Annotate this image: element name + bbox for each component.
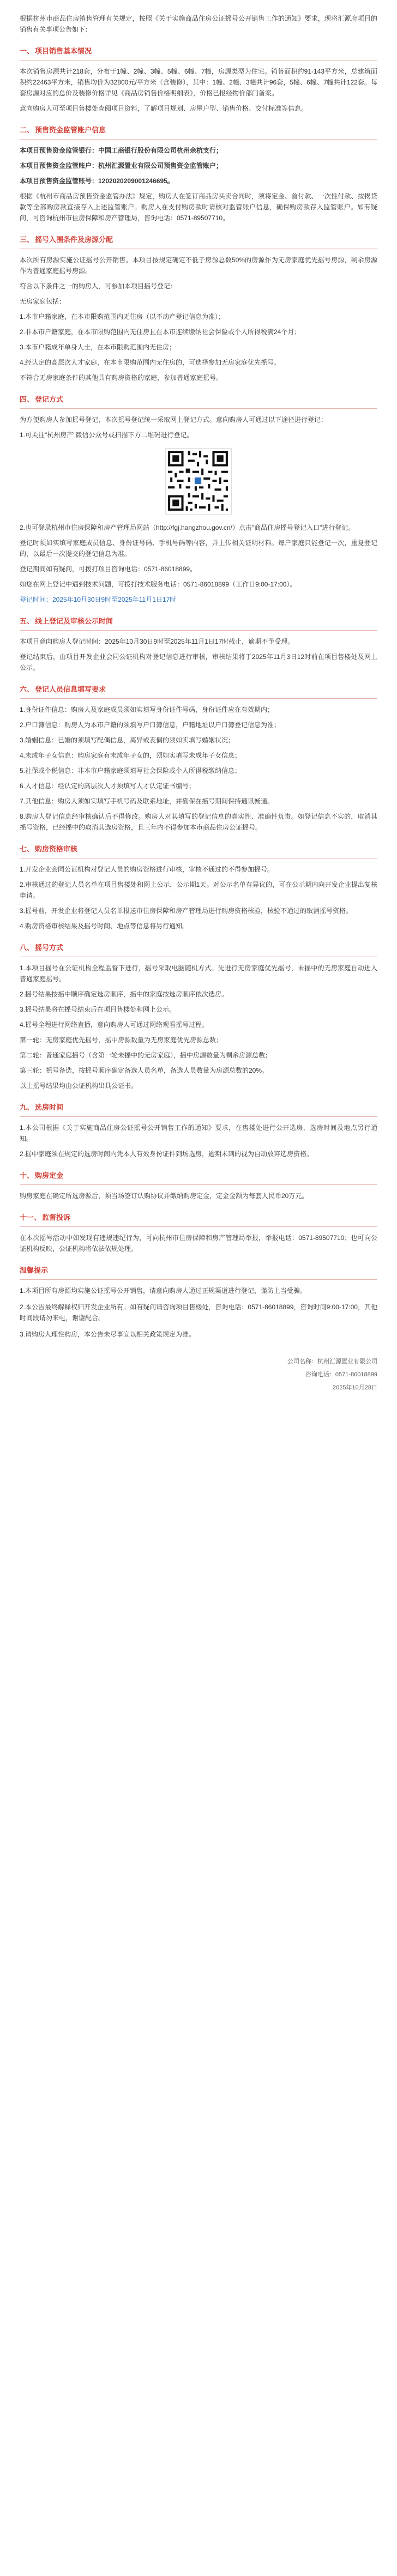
section-heading xyxy=(20,844,377,858)
paragraph: 本次销售房源共计218套，分布于1幢、2幢、3幢、5幢、6幢、7幢，房源类型为住宅。销售面积约91-143平方米，总建筑面积约22463平方米，销售均价为32800元/平方米（含装修），其中：1幢、2幢、3幢共计96套，5幢、6幢、7幢共计122套。每套房源对应的总价及装修价格详见《商品房销售价格明细表》，价格已报经物价部门备案。 xyxy=(20,68,377,97)
list-item: 3.摇号结果将在摇号结束后在项目售楼处和网上公示。 xyxy=(20,1006,176,1013)
paragraph: 以上摇号结果均由公证机构出具公证书。 xyxy=(20,1082,138,1090)
escrow-account-name: 本项目预售资金监管账户：杭州汇源置业有限公司预售资金监管账户； xyxy=(20,162,223,170)
list-item: 1.本项目所有房源均实施公证摇号公开销售，请意向购房人通过正规渠道进行登记，谨防上当受骗。 xyxy=(20,1287,307,1295)
section-info-requirements xyxy=(20,684,377,833)
list-item: 3.婚姻信息：已婚的须填写配偶信息，离异或丧偶的须如实填写婚姻状况； xyxy=(20,736,235,744)
list-item: 2.审核通过的登记人员名单在项目售楼处和网上公示，公示期1天。对公示名单有异议的，可在公示期内向开发企业提出复核申请。 xyxy=(20,881,377,899)
section-title: 预售资金监管账户信息 xyxy=(35,126,106,134)
section-number: 四、 xyxy=(20,395,34,403)
list-item: 6.人才信息：经认定的高层次人才须填写人才认定证书编号； xyxy=(20,782,196,790)
section-title: 线上登记及审核公示时间 xyxy=(35,617,113,625)
section-heading xyxy=(20,234,377,249)
section-registration-method xyxy=(20,394,377,605)
paragraph: 符合以下条件之一的购房人，可参加本项目摇号登记： xyxy=(20,282,177,290)
section-number: 八、 xyxy=(20,944,34,952)
section-title: 登记方式 xyxy=(35,395,64,403)
footer-phone: 咨询电话：0571-86018899 xyxy=(305,1371,377,1378)
section-heading xyxy=(20,125,377,140)
footer-company: 公司名称：杭州汇源置业有限公司 xyxy=(287,1358,377,1365)
section-notice xyxy=(20,1265,377,1340)
qr-code-block xyxy=(20,448,377,515)
section-heading xyxy=(20,1170,377,1185)
section-title: 摇号方式 xyxy=(35,944,64,952)
list-item: 4.经认定的高层次人才家庭，在本市限购范围内无住房的，可选择参加无房家庭优先摇号。 xyxy=(20,359,281,366)
section-escrow-account xyxy=(20,125,377,223)
section-lottery-conditions xyxy=(20,234,377,383)
section-number: 十、 xyxy=(20,1171,34,1180)
section-heading xyxy=(20,46,377,61)
section-selection-time xyxy=(20,1102,377,1159)
escrow-account-number: 本项目预售资金监管账号：1202020209001246695。 xyxy=(20,177,174,185)
section-title: 选房时间 xyxy=(35,1103,64,1111)
section-number: 一、 xyxy=(20,47,34,55)
list-item: 2.摇号结果按摇中顺序确定选房顺序，摇中的家庭按选房顺序依次选房。 xyxy=(20,990,228,998)
section-number: 三、 xyxy=(20,235,34,244)
section-title: 购房资格审核 xyxy=(35,845,78,853)
section-project-info xyxy=(20,46,377,114)
list-item: 2.户口簿信息：购房人为本市户籍的须填写户口簿信息，户籍地址以户口簿登记信息为准； xyxy=(20,721,281,729)
paragraph: 根据《杭州市商品房预售资金监管办法》规定，购房人在签订商品房买卖合同时，须将定金、首付款、一次性付款、按揭贷款等全部购房款直接存入上述监管账户。购房人在支付购房款时请核对监管账户信息，确保购房款存入监管账户。如有疑问，可咨询杭州市住房保障和房产管理局，咨询电话：0571-89507710。 xyxy=(20,192,377,222)
section-title: 监督投诉 xyxy=(42,1213,71,1222)
footer xyxy=(20,1356,377,1393)
footer-date: 2025年10月28日 xyxy=(333,1384,377,1391)
section-number: 九、 xyxy=(20,1103,34,1111)
notice-heading: 温馨提示 xyxy=(20,1265,377,1280)
section-supervision xyxy=(20,1212,377,1254)
list-item: 1.本公司根据《关于实施商品住房公证摇号公开销售工作的通知》要求，在售楼处进行公开选房，选房时间及地点另行通知。 xyxy=(20,1124,377,1142)
list-item: 2.非本市户籍家庭，在本市限购范围内无住房且在本市连续缴纳社会保险或个人所得税满24个月； xyxy=(20,328,301,336)
section-heading xyxy=(20,684,377,699)
list-item: 3.摇号前，开发企业将登记人员名单报送市住房保障和房产管理局进行购房资格核验，核验不通过的取消摇号资格。 xyxy=(20,907,353,915)
registration-time: 登记时间：2025年10月30日9时至2025年11月1日17时 xyxy=(20,596,177,603)
list-item: 3.请购房人理性购房，本公告未尽事宜以相关政策规定为准。 xyxy=(20,1331,196,1338)
paragraph: 本项目意向购房人登记时间：2025年10月30日9时至2025年11月1日17时截止，逾期不予受理。 xyxy=(20,638,294,645)
list-item: 3.本市户籍成年单身人士，在本市限购范围内无住房； xyxy=(20,343,176,351)
list-item: 7.其他信息：购房人须如实填写手机号码及联系地址，并确保在摇号期间保持通讯畅通。 xyxy=(20,797,274,805)
section-eligibility-review xyxy=(20,844,377,932)
paragraph: 意向购房人可至项目售楼处查阅项目资料，了解项目规划、房屋户型、销售价格、交付标准等信息。 xyxy=(20,105,308,112)
section-deposit xyxy=(20,1170,377,1201)
section-number: 十一、 xyxy=(20,1213,41,1222)
paragraph: 第一轮：无房家庭优先摇号，摇中房源数量为无房家庭优先房源总数； xyxy=(20,1036,223,1044)
list-item: 4.未成年子女信息：购房家庭有未成年子女的，须如实填写未成年子女信息； xyxy=(20,752,242,759)
list-item: 1.本市户籍家庭，在本市限购范围内无住房（以不动产登记信息为准）； xyxy=(20,313,225,321)
section-heading xyxy=(20,1102,377,1117)
intro-paragraph: 根据杭州市商品住房销售管理有关规定，按照《关于实施商品住房公证摇号公开销售工作的通知》要求，现将汇源府项目的销售有关事项公告如下： xyxy=(20,15,377,33)
paragraph: 无房家庭包括： xyxy=(20,298,66,305)
paragraph: 第二轮：普通家庭摇号（含第一轮未摇中的无房家庭），摇中房源数量为剩余房源总数； xyxy=(20,1051,272,1059)
list-item: 2.也可登录杭州市住房保障和房产管理局网站（http://fgj.hangzhou.gov.cn/）点击"商品住房摇号登记入口"进行登记。 xyxy=(20,524,355,531)
paragraph: 在本次摇号活动中如发现有违规违纪行为，可向杭州市住房保障和房产管理局举报，举报电话：0571-89507710；也可向公证机构反映，公证机构将依法依规处理。 xyxy=(20,1234,377,1253)
list-item: 5.社保或个税信息：非本市户籍家庭须填写社会保险或个人所得税缴纳信息； xyxy=(20,767,242,775)
paragraph: 本次所有房源实施公证摇号公开销售。本项目按规定确定不低于房源总数50%的房源作为无房家庭优先摇号房源，剩余房源作为普通家庭摇号房源。 xyxy=(20,256,377,275)
paragraph: 不符合无房家庭条件的其他具有购房资格的家庭，参加普通家庭摇号。 xyxy=(20,374,223,382)
section-title: 购房定金 xyxy=(35,1171,64,1180)
list-item: 1.可关注"杭州房产"微信公众号或扫描下方二维码进行登记。 xyxy=(20,431,194,439)
paragraph: 如您在网上登记中遇到技术问题，可拨打技术服务电话：0571-86018899（工作日9:00-17:00）。 xyxy=(20,580,297,588)
section-number: 七、 xyxy=(20,845,34,853)
qr-code-icon[interactable] xyxy=(165,448,232,515)
section-heading xyxy=(20,1212,377,1227)
section-heading xyxy=(20,616,377,631)
section-heading xyxy=(20,942,377,957)
paragraph: 购房家庭在确定所选房源后，须当场签订认购协议并缴纳购房定金，定金金额为每套人民币20万元。 xyxy=(20,1192,309,1200)
list-item: 2.本公告最终解释权归开发企业所有。如有疑问请咨询项目售楼处，咨询电话：0571-86018899，咨询时间9:00-17:00，其他时间段请勿来电，谢谢配合。 xyxy=(20,1303,377,1322)
paragraph: 为方便购房人参加摇号登记，本次摇号登记统一采取网上登记方式。意向购房人可通过以下途径进行登记： xyxy=(20,416,328,424)
list-item: 2.摇中家庭须在规定的选房时间内凭本人有效身份证件到场选房，逾期未到的视为自动放弃选房资格。 xyxy=(20,1150,314,1158)
escrow-bank: 本项目预售资金监管银行：中国工商银行股份有限公司杭州余杭支行； xyxy=(20,147,223,154)
section-number: 五、 xyxy=(20,617,34,625)
list-item: 1.本项目摇号在公证机构全程监督下进行，摇号采取电脑随机方式。先进行无房家庭优先摇号，未摇中的无房家庭自动进入普通家庭摇号。 xyxy=(20,964,377,983)
list-item: 8.购房人登记信息经审核确认后不得修改。购房人对其填写的登记信息的真实性、准确性负责。如登记信息不实的，取消其摇号资格，已经摇中的取消其选房资格，且三年内不得参加本市商品住房公证摇号。 xyxy=(20,813,377,831)
section-number: 二、 xyxy=(20,126,34,134)
list-item: 4.摇号全程进行网络直播，意向购房人可通过网络观看摇号过程。 xyxy=(20,1021,209,1029)
list-item: 4.购房资格审核结果及摇号时间、地点等信息将另行通知。 xyxy=(20,922,189,930)
paragraph: 登记时须如实填写家庭成员信息、身份证号码、手机号码等内容，并上传相关证明材料。每户家庭只能登记一次，重复登记的，以最后一次提交的登记信息为准。 xyxy=(20,539,377,558)
section-registration-time xyxy=(20,616,377,673)
section-title: 项目销售基本情况 xyxy=(35,47,92,55)
section-lottery-method xyxy=(20,942,377,1091)
list-item: 1.开发企业会同公证机构对登记人员的购房资格进行审核，审核不通过的不得参加摇号。 xyxy=(20,866,274,873)
list-item: 1.身份证件信息：购房人及家庭成员须如实填写身份证件号码，身份证件应在有效期内； xyxy=(20,706,274,713)
section-heading xyxy=(20,394,377,409)
paragraph: 登记期间如有疑问，可拨打项目咨询电话：0571-86018899。 xyxy=(20,565,197,573)
section-number: 六、 xyxy=(20,685,34,693)
section-title: 摇号入围条件及房源分配 xyxy=(35,235,113,244)
paragraph: 第三轮：摇号备选，按摇号顺序确定备选人员名单，备选人员数量为房源总数的20%。 xyxy=(20,1067,269,1074)
paragraph: 登记结束后，由项目开发企业会同公证机构对登记信息进行审核，审核结果将于2025年11月3日12时前在项目售楼处及网上公示。 xyxy=(20,653,377,672)
section-title: 登记人员信息填写要求 xyxy=(35,685,106,693)
